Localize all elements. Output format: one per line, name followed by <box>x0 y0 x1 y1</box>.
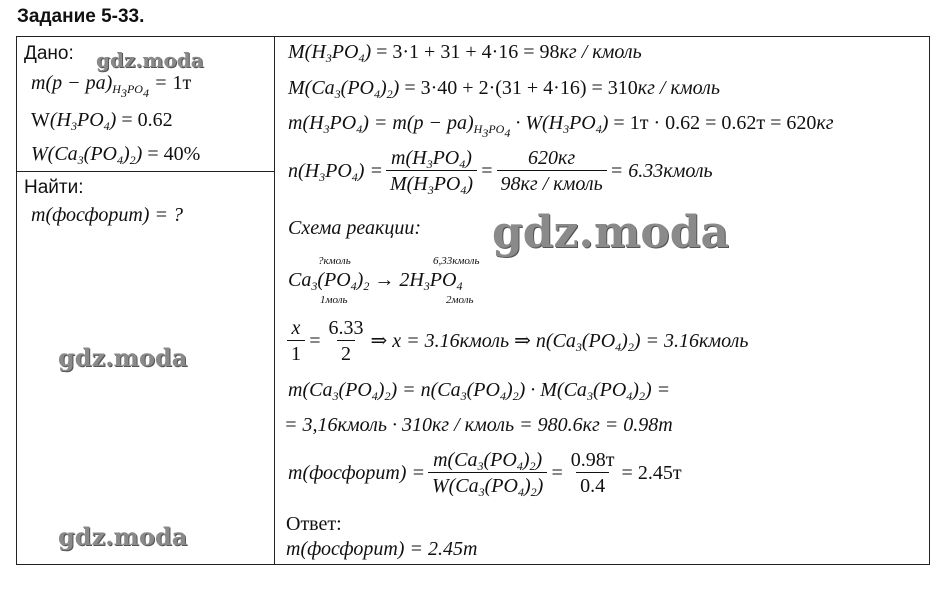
watermark-logo: gdz.moda <box>58 522 188 551</box>
given-mass-fraction-phosphate: $W(Ca_3(PO_4)_2) = 40\%$ <box>31 143 201 167</box>
fraction-mass-over-fraction: $\frac{m(Ca_3(PO_4)_2)}{W(Ca_3(PO_4)_2)}$ <box>428 450 547 496</box>
watermark-logo: gdz.moda <box>96 48 204 72</box>
mass-acid-calc: $m(H_3PO_4) = m(p - pa)_{H_3PO_4} \cdot W(H_3PO_4) = 1т \cdot 0.62 = 0.62т = 620кг$ <box>288 112 834 140</box>
molar-mass-phosphate: $M(Ca_3(PO_4)_2) = 3\cdot 40 + 2\cdot(31 + 4\cdot 16) = 310кг$ / кмоль <box>288 77 720 101</box>
molar-mass-acid: $M(H_3PO_4) = 3\cdot 1 + 31 + 4\cdot 16 = 98кг$ / кмоль <box>288 41 642 65</box>
watermark-logo: gdz.moda <box>492 207 730 258</box>
fraction-633-over-2: $\frac{6.33}{2}$ <box>328 317 364 365</box>
scheme-above-right: 6,33кмоль <box>433 255 480 267</box>
answer-value: m(фосфорит) = 2.45т <box>286 538 478 560</box>
phosphorite-mass-calc: m(фосфорит) = $\frac{m(Ca_3(PO_4)_2)}{W(Ca_3(PO_4)_2)}$ = $\frac{0.98т}{0.4}$ = 2.45т <box>288 449 682 499</box>
find-label: Найти: <box>24 177 84 198</box>
fraction-mass-over-molar: $\frac{m(H_3PO_4)}{M(H_3PO_4)}$ <box>386 148 477 194</box>
moles-acid-lhs: $n(H_3PO_4)$ = <box>288 160 383 184</box>
moles-acid-calc: $n(H_3PO_4)$ = $\frac{m(H_3PO_4)}{M(H_3PO_4)}$ = $\frac{620кг}{\text{98кг / кмоль}}$ = 6.33кмоль <box>288 147 713 197</box>
answer-label: Ответ: <box>286 513 342 535</box>
reaction-scheme-label: Схема реакции: <box>288 217 421 239</box>
column-divider <box>274 36 275 565</box>
scheme-below-left: 1моль <box>320 294 348 306</box>
given-label: Дано: <box>24 43 74 64</box>
mass-phosphate-formula: $m(Ca_3(PO_4)_2) = n(Ca_3(PO_4)_2) \cdot M(Ca_3(PO_4)_2)$ = <box>288 379 671 403</box>
mass-phosphate-values: = 3,16кмоль · 310кг / кмоль = 980.6кг = 0.98т <box>284 414 673 436</box>
given-find-divider <box>16 171 274 172</box>
watermark-logo: gdz.moda <box>58 343 188 372</box>
task-title: Задание 5-33. <box>17 6 145 27</box>
reaction-equation: $Ca_3(PO_4)_2 \to 2H_3PO_4$ <box>288 269 463 293</box>
scheme-above-left: ?кмоль <box>318 255 351 267</box>
given-mass-fraction-acid: $W(H_3PO_4) = 0.62$ <box>31 109 173 133</box>
fraction-values: $\frac{620кг}{\text{98кг / кмоль}}$ <box>497 148 607 194</box>
fraction-098-over-04: $\frac{0.98т}{0.4}$ <box>570 449 615 497</box>
given-solution-mass: $m(p - pa)_{H_3PO_4} = 1т$ <box>31 72 192 100</box>
find-value: m(фосфорит) = ? <box>31 204 183 226</box>
proportion-calc: $\frac{x}{1}$ = $\frac{6.33}{2}$ ⇒ x = 3.16кмоль ⇒ $n(Ca_3(PO_4)_2)$ = 3.16кмоль <box>284 318 748 364</box>
scheme-below-right: 2моль <box>446 294 474 306</box>
fraction-x-over-1: $\frac{x}{1}$ <box>287 318 305 364</box>
